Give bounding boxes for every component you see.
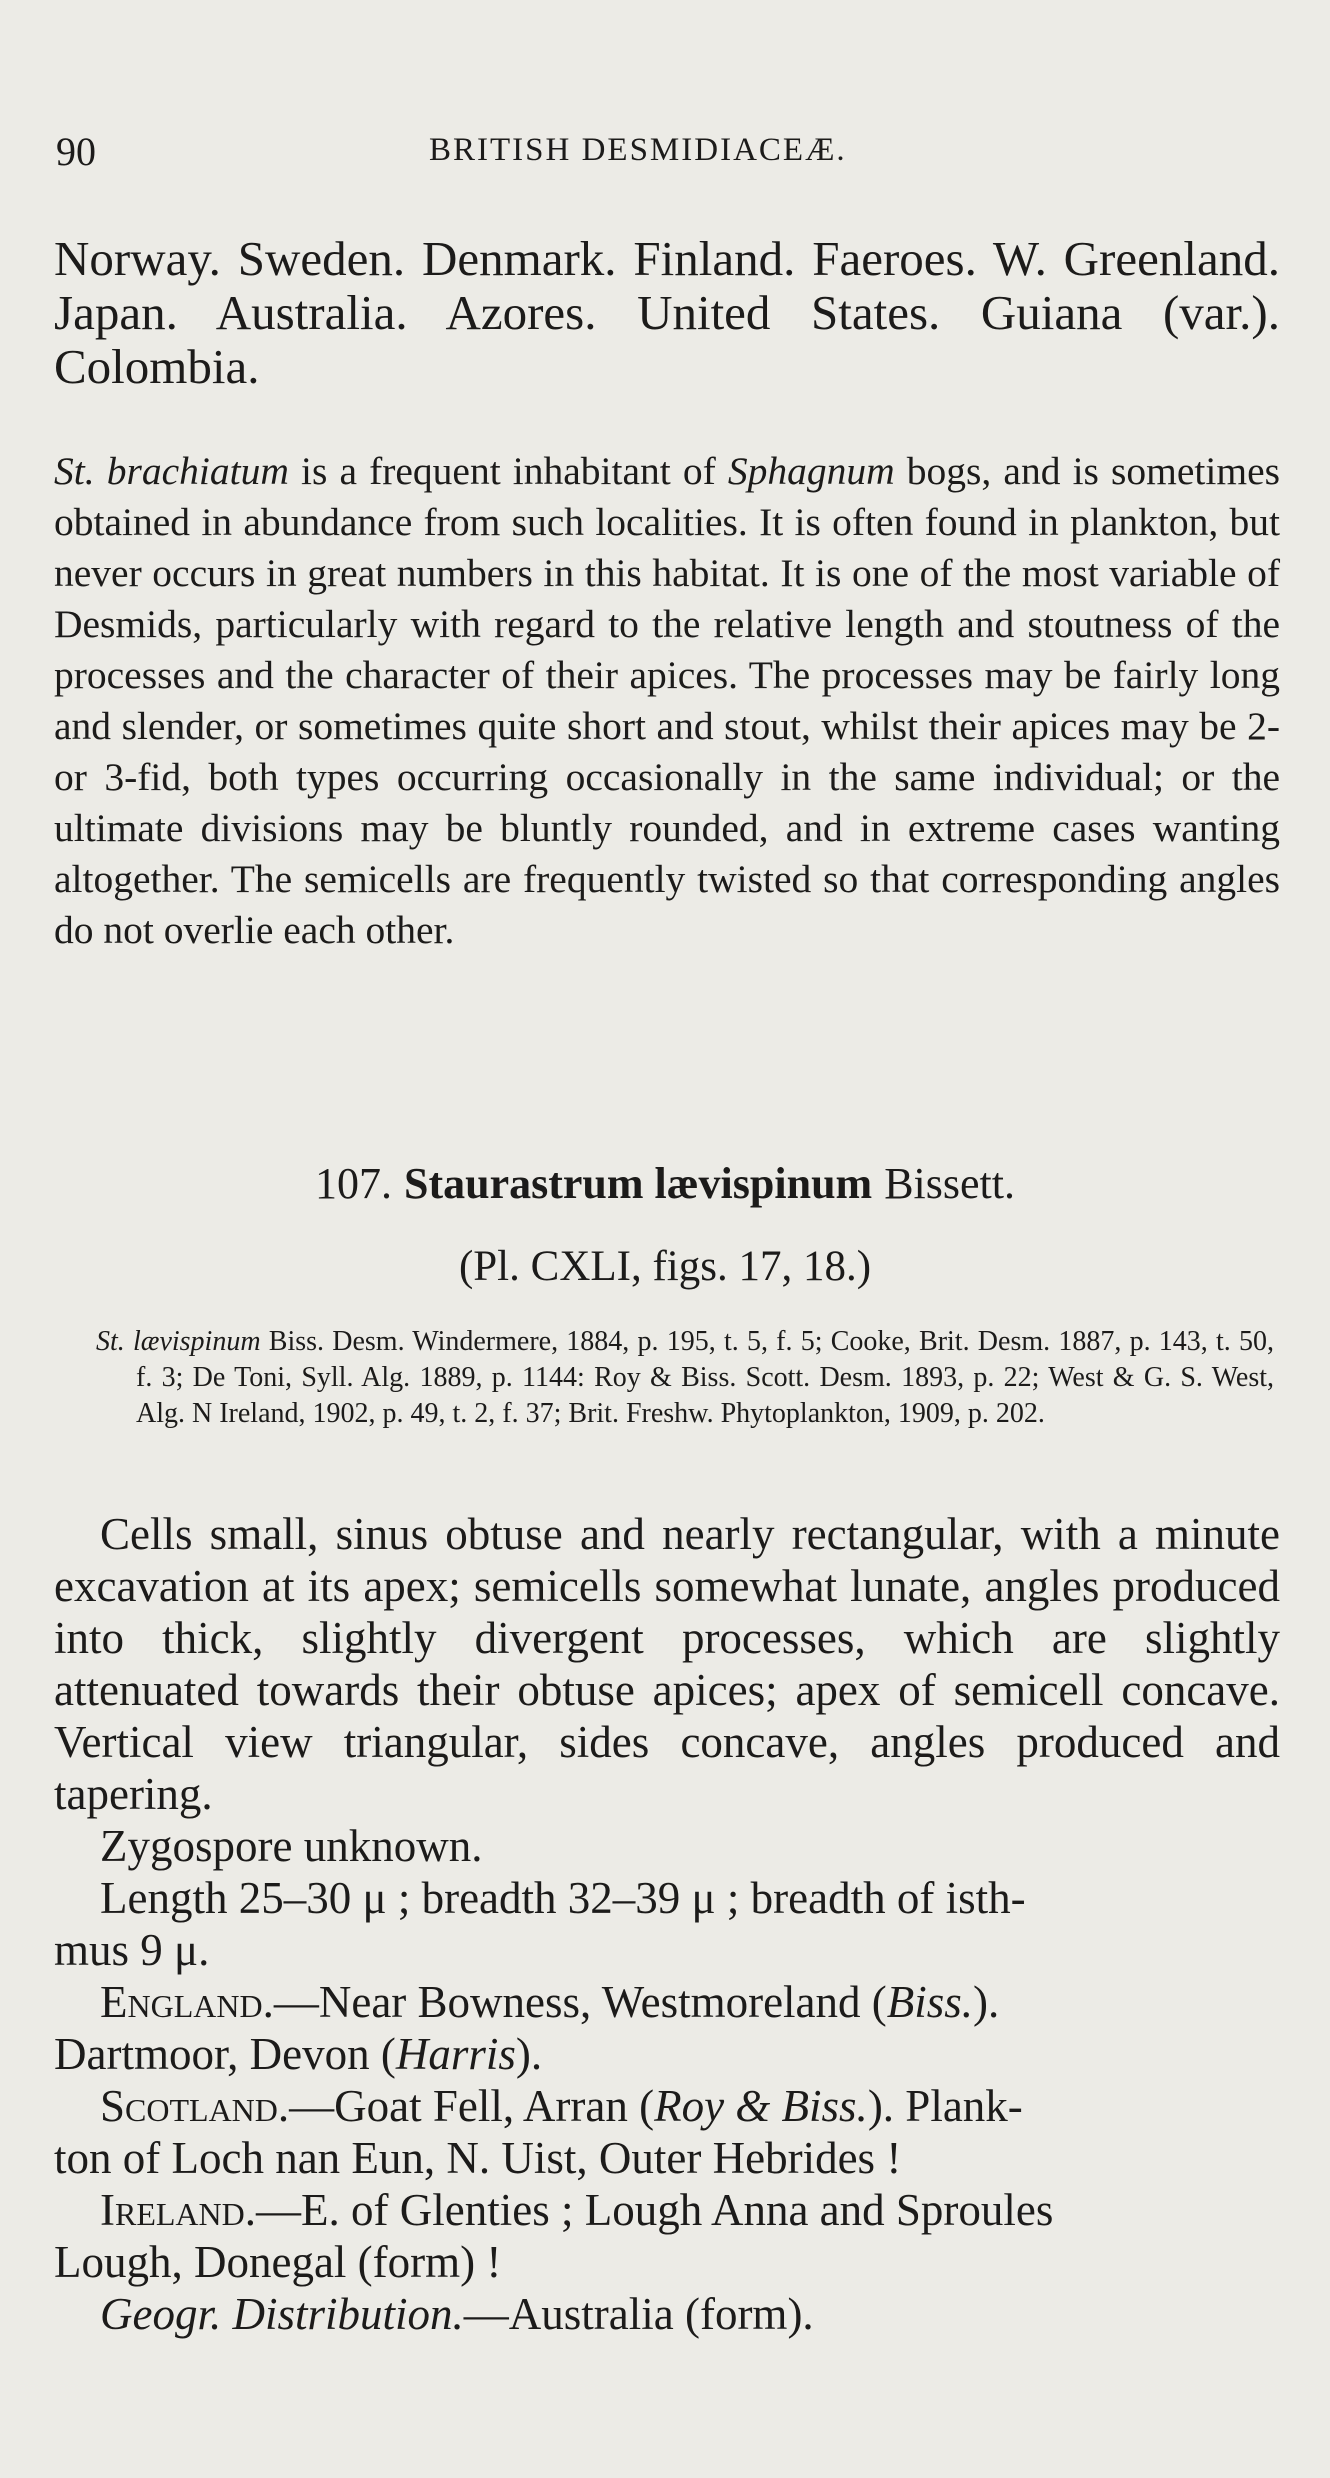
england-line-2: Dartmoor, Devon (Harris).	[54, 2029, 543, 2079]
synonymy	[96, 1324, 1274, 1432]
scotland-label: Scotland.	[100, 2081, 290, 2131]
synonymy-text: Biss. Desm. Windermere, 1884, p. 195, t. 5, f. 5; Cooke, Brit. Desm. 1887, p. 143, t. 50, f. 3; De Toni, Syll. Alg. 1889, p. 1144: Roy & Biss. Scott. Desm. 1893, p. 22; West & G. S. West, Alg. N Ireland, 1902, p. 49, t. 2, f. 37; Brit. Freshw. Phytoplankton, 1909, p. 202.	[136, 1326, 1274, 1429]
scotland-citation: Roy & Biss.	[654, 2081, 868, 2131]
scotland-line-2: ton of Loch nan Eun, N. Uist, Outer Hebrides !	[54, 2133, 902, 2183]
geogr-label: Geogr. Distribution.	[100, 2289, 464, 2339]
ireland-label: Ireland.	[100, 2185, 257, 2235]
zygospore-line: Zygospore unknown.	[100, 1821, 483, 1871]
page-header	[56, 128, 1286, 188]
description-text: Cells small, sinus obtuse and nearly rectangular, with a minute excavation at its apex; semicells somewhat lunate, angles produced into thick, slightly divergent processes, which are slightly attenuated towards their obtuse apices; apex of semicell concave. Vertical view triangular, sides concave, angles produced and tapering.	[54, 1509, 1280, 1819]
species-number: 107.	[315, 1159, 392, 1208]
ireland-line-2: Lough, Donegal (form) !	[54, 2237, 502, 2287]
species-name-brachiatum: St. brachiatum	[54, 449, 289, 493]
species-heading	[0, 1158, 1330, 1209]
species-author: Bissett.	[884, 1159, 1015, 1208]
species-description	[54, 1508, 1280, 1820]
ireland-line-1: Ireland.—E. of Glenties ; Lough Anna and Sproules	[100, 2185, 1054, 2235]
england-label: England.	[100, 1977, 274, 2027]
paragraph-text-1: is a frequent inhabitant of	[288, 449, 728, 493]
details-block	[54, 1820, 1280, 2340]
synonymy-name: St. lævispinum	[96, 1326, 261, 1357]
genus-sphagnum: Sphagnum	[727, 449, 895, 493]
paragraph-text-2: bogs, and is sometimes obtained in abundance from such localities. It is often found in plankton, but never occurs in great numbers in this habitat. It is one of the most variable of Desmids, particularly with regard to the relative length and stoutness of the processes and the character of their apices. The processes may be fairly long and slender, or sometimes quite short and stout, whilst their apices may be 2- or 3-fid, both types occurring occasionally in the same individual; or the ultimate divisions may be bluntly rounded, and in extreme cases wanting altogether. The semicells are frequently twisted so that corresponding angles do not overlie each other.	[54, 449, 1280, 952]
measurements-line-1: Length 25–30 μ ; breadth 32–39 μ ; breadth of isth-	[100, 1873, 1026, 1923]
running-title: BRITISH DESMIDIACEÆ.	[429, 132, 847, 168]
top-distribution: Norway. Sweden. Denmark. Finland. Faeroes. W. Greenland. Japan. Australia. Azores. United States. Guiana (var.). Colombia.	[54, 231, 1280, 394]
measurements-line-2: mus 9 μ.	[54, 1925, 210, 1975]
geographic-distribution: Geogr. Distribution.—Australia (form).	[100, 2289, 814, 2339]
scotland-line-1: Scotland.—Goat Fell, Arran (Roy & Biss.). Plank-	[100, 2081, 1023, 2131]
page-number: 90	[56, 129, 96, 174]
england-citation-1: Biss.	[886, 1977, 974, 2027]
paragraph-brachiatum	[54, 446, 1280, 956]
england-citation-2: Harris	[395, 2029, 516, 2079]
plate-reference: (Pl. CXLI, figs. 17, 18.)	[458, 1243, 872, 1290]
species-name: Staurastrum lævispinum	[404, 1159, 873, 1208]
england-line-1: England.—Near Bowness, Westmoreland (Biss.).	[100, 1977, 1000, 2027]
